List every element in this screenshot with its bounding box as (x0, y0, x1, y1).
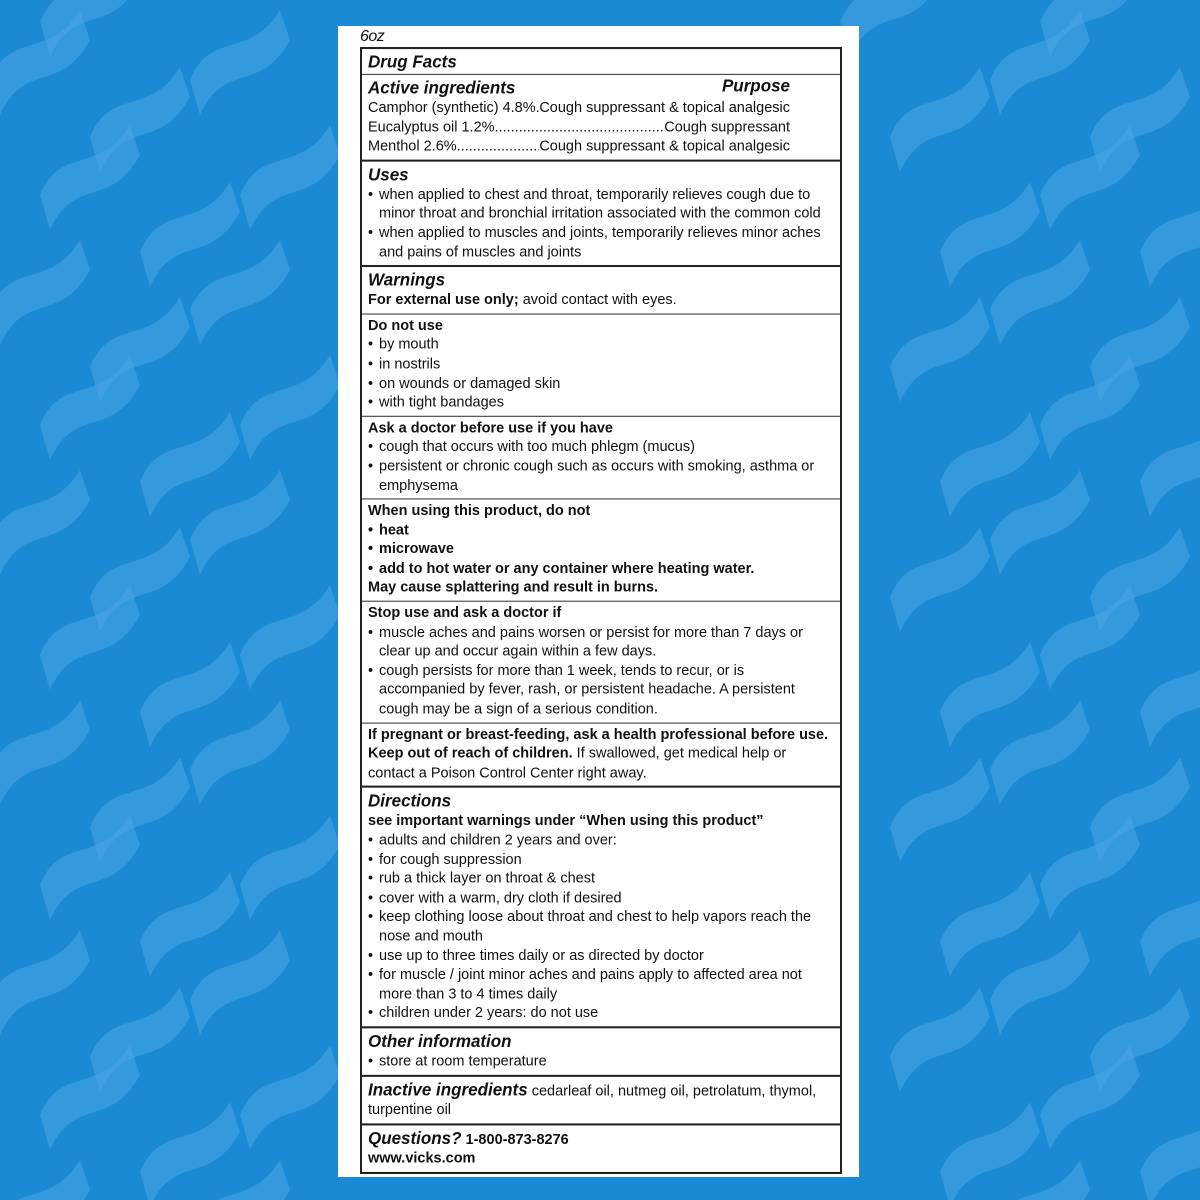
directions-heading: Directions (368, 791, 452, 811)
wave-shape (240, 355, 340, 460)
other-information-heading: Other information (368, 1031, 512, 1052)
list-item: • heat (368, 521, 834, 540)
wave-shape (1140, 1102, 1200, 1200)
ingredient-name: Menthol 2.6% (368, 138, 457, 155)
uses-heading: Uses (368, 164, 409, 185)
website-link: www.vicks.com (368, 1150, 476, 1168)
wave-shape (940, 872, 1040, 977)
wave-shape (90, 987, 190, 1092)
ingredient-name: Eucalyptus oil 1.2% (368, 118, 495, 136)
when-using-section (362, 499, 840, 601)
pregnancy-children-section (362, 722, 840, 786)
list-item: • for cough suppression (368, 850, 834, 869)
directions-section (362, 786, 840, 1026)
wave-shape (990, 930, 1090, 1035)
ingredient-name: Camphor (synthetic) 4.8% (368, 99, 536, 117)
when-using-heading: When using this product, do not (368, 502, 591, 520)
wave-shape (940, 1102, 1040, 1200)
wave-shape (890, 757, 990, 862)
wave-shape (890, 527, 990, 632)
wave-shape (1090, 987, 1190, 1092)
wave-shape (0, 470, 90, 575)
list-item: • in nostrils (368, 355, 834, 374)
wave-shape (190, 240, 290, 345)
drug-facts-title: Drug Facts (362, 51, 840, 75)
list-item: • children under 2 years: do not use (368, 1004, 834, 1023)
wave-shape (1090, 67, 1190, 172)
ask-doctor-section (362, 415, 840, 498)
list-item: • muscle aches and pains worsen or persist for more than 7 days or clear up and occur again within a few days. (368, 623, 834, 661)
warnings-section (362, 265, 840, 313)
wave-shape (0, 700, 90, 805)
wave-shape (90, 527, 190, 632)
wave-shape (0, 930, 90, 1035)
list-item: • microwave (368, 540, 834, 559)
wave-shape (890, 987, 990, 1092)
inactive-ingredients-heading: Inactive ingredients (368, 1079, 528, 1100)
wave-shape (940, 412, 1040, 517)
list-item: • for muscle / joint minor aches and pains apply to affected area not more than 3 to 4 times daily (368, 965, 834, 1003)
list-item: • cough persists for more than 1 week, tends to recur, or is accompanied by fever, rash, or persistent headache. A persistent cough may be a sign of a serious condition. (368, 661, 834, 719)
ingredient-purpose: Cough suppressant & topical analgesic (539, 138, 790, 155)
list-item: • when applied to chest and throat, temporarily relieves cough due to minor throat and bronchial irritation associated with the common cold (368, 185, 834, 223)
wave-shape (90, 67, 190, 172)
stop-use-heading: Stop use and ask a doctor if (368, 604, 562, 622)
list-item: • with tight bandages (368, 393, 834, 412)
wave-shape (1140, 182, 1200, 287)
questions-heading: Questions? (368, 1128, 462, 1148)
wave-shape (240, 1045, 340, 1150)
wave-shape (190, 700, 290, 805)
wave-shape (190, 10, 290, 115)
do-not-use-section (362, 313, 840, 415)
wave-shape (940, 182, 1040, 287)
wave-shape (190, 470, 290, 575)
purpose-heading: Purpose (721, 75, 790, 96)
list-item: • cover with a warm, dry cloth if desired (368, 889, 834, 908)
warnings-heading: Warnings (368, 270, 446, 290)
wave-shape (0, 1160, 90, 1200)
splatter-note: May cause splattering and result in burns. (368, 579, 659, 597)
ask-doctor-heading: Ask a doctor before use if you have (368, 419, 613, 437)
wave-shape (140, 642, 240, 747)
inactive-ingredients-text: cedarleaf oil, nutmeg oil, petrolatum, thymol, turpentine oil (368, 1082, 817, 1119)
ingredient-row (368, 99, 834, 118)
wave-shape (140, 1102, 240, 1200)
active-ingredients-header (368, 77, 834, 99)
list-item: • when applied to muscles and joints, temporarily relieves minor aches and pains of muscles and joints (368, 224, 834, 262)
wave-shape (990, 240, 1090, 345)
label-card (338, 26, 859, 1177)
wave-shape (940, 642, 1040, 747)
wave-shape (0, 240, 90, 345)
pregnancy-warning: If pregnant or breast-feeding, ask a health professional before use. (368, 726, 829, 743)
active-ingredients-heading: Active ingredients (368, 77, 516, 98)
wave-shape (190, 1160, 290, 1200)
external-use-warning: For external use only; avoid contact with eyes. (368, 291, 677, 309)
list-item: • on wounds or damaged skin (368, 374, 834, 393)
wave-shape (990, 1160, 1090, 1200)
questions-section (362, 1123, 840, 1172)
directions-subheading: see important warnings under “When using this product” (368, 812, 764, 830)
list-item: • persistent or chronic cough such as occurs with smoking, asthma or emphysema (368, 457, 834, 495)
list-item: • store at room temperature (368, 1052, 834, 1071)
list-item: • by mouth (368, 336, 834, 355)
wave-shape (90, 297, 190, 402)
keep-out-of-reach-warning: Keep out of reach of children. If swallowed, get medical help or contact a Poison Control Center right away. (368, 745, 787, 782)
wave-shape (990, 470, 1090, 575)
list-item: • add to hot water or any container where heating water. (368, 559, 834, 578)
wave-shape (1090, 297, 1190, 402)
wave-shape (140, 182, 240, 287)
list-item: • keep clothing loose about throat and chest to help vapors reach the nose and mouth (368, 908, 834, 946)
wave-shape (240, 815, 340, 920)
wave-shape (140, 412, 240, 517)
drug-facts-panel (360, 47, 842, 1174)
wave-shape (890, 67, 990, 172)
inactive-ingredients-section (362, 1074, 840, 1123)
ingredient-row (368, 137, 834, 156)
wave-shape (1140, 412, 1200, 517)
phone-number: 1-800-873-8276 (461, 1131, 569, 1148)
list-item: • rub a thick layer on throat & chest (368, 869, 834, 888)
active-ingredients-section (362, 49, 840, 159)
ingredient-purpose: Cough suppressant (664, 118, 790, 136)
wave-shape (1140, 642, 1200, 747)
list-item: • adults and children 2 years and over: (368, 831, 834, 850)
net-weight: 6oz (360, 28, 385, 45)
list-item: • use up to three times daily or as directed by doctor (368, 946, 834, 965)
ingredient-row (368, 118, 834, 137)
do-not-use-heading: Do not use (368, 317, 443, 334)
wave-shape (890, 297, 990, 402)
wave-shape (90, 757, 190, 862)
other-information-section (362, 1026, 840, 1074)
ingredient-purpose: Cough suppressant & topical analgesic (539, 99, 790, 117)
uses-section (362, 159, 840, 265)
wave-shape (240, 125, 340, 230)
wave-shape (1090, 527, 1190, 632)
wave-shape (1140, 872, 1200, 977)
wave-shape (190, 930, 290, 1035)
wave-shape (1090, 757, 1190, 862)
wave-shape (140, 872, 240, 977)
wave-shape (240, 585, 340, 690)
wave-shape (990, 700, 1090, 805)
list-item: • cough that occurs with too much phlegm (mucus) (368, 438, 834, 457)
stop-use-section (362, 601, 840, 722)
